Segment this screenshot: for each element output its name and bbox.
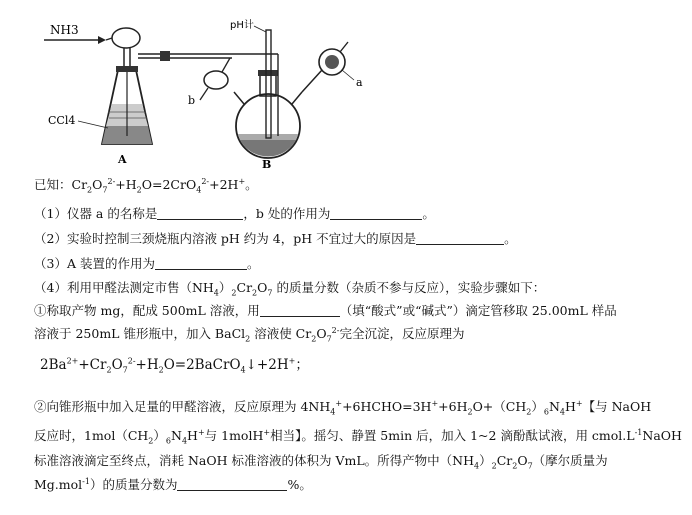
step-2-line-2: 反应时，$1mol(CH_2)_6N_4H^+$与 1molH+相当】。摇匀、静置 5min 后，加入 1~2 滴酚酞试液，用 $cmol.L^{-1}NaOH$ — [34, 427, 682, 446]
answer-blank-2[interactable] — [416, 232, 504, 245]
step-2-line-3: 标准溶液滴定至终点，消耗 NaOH 标准溶液的体积为 VmL。所得产物中$(NH_4)_2Cr_2O_7$（摩尔质量为 — [34, 453, 608, 471]
label-b: B — [262, 158, 272, 168]
known-reaction: 已知：$Cr_2O_7^{2-}+H_2O=2CrO_4^{2-}+2H^+$。 — [34, 176, 258, 195]
step-2-line-1: ②向锥形瓶中加入足量的甲醛溶液，反应原理为 $4NH_4^++6HCHO=3H^++6H_2O+(CH_2)_6N_4H^+$【与 NaOH — [34, 398, 652, 417]
question-3: （3）A 装置的作用为 。 — [34, 256, 260, 271]
answer-blank-4a[interactable] — [260, 304, 340, 317]
label-a: A — [118, 153, 127, 166]
answer-blank-1a[interactable] — [157, 207, 243, 220]
step-2-line-4: Mg.mol$^{-1}$）的质量分数为 %。 — [34, 476, 312, 492]
funnel-bulb — [112, 28, 140, 48]
answer-blank-1b[interactable] — [330, 207, 422, 220]
question-4: （4）利用甲醛法测定市售$(NH_4)_2Cr_2O_7$ 的质量分数（杂质不参与反应），实验步骤如下： — [34, 280, 546, 298]
step-1-line-2: 溶液于 250mL 锥形瓶中，加入 BaCl$_2$ 溶液使 $Cr_2O_7^{2-}$完全沉淀，反应原理为 — [34, 325, 465, 344]
precipitation-equation: $2Ba^{2+}+Cr_2O_7^{2-}+H_2O=2BaCrO_4↓+2H^+$； — [40, 356, 309, 375]
question-1: （1）仪器 a 的名称是 ，b 处的作用为 。 — [34, 206, 435, 221]
answer-blank-4b[interactable] — [177, 478, 287, 491]
question-2: （2）实验时控制三颈烧瓶内溶液 pH 约为 4，pH 不宜过大的原因是 。 — [34, 231, 517, 246]
step-1-line-1: ①称取产物 mg，配成 500mL 溶液，用 （填“酸式”或“碱式”）滴定管移取 25.00mL 样品 — [34, 303, 617, 318]
answer-blank-3[interactable] — [155, 257, 247, 270]
drying-bulb-b — [204, 71, 228, 89]
nh3-label: NH3 — [50, 23, 79, 37]
ph-meter-label: pH计 — [230, 20, 254, 31]
arrow-head — [98, 36, 106, 44]
mark-a: a — [356, 76, 363, 89]
ph-meter-probe — [266, 30, 271, 138]
mark-b: b — [188, 94, 196, 107]
apparatus-figure — [40, 8, 380, 168]
ccl4-label: CCl4 — [48, 114, 76, 127]
